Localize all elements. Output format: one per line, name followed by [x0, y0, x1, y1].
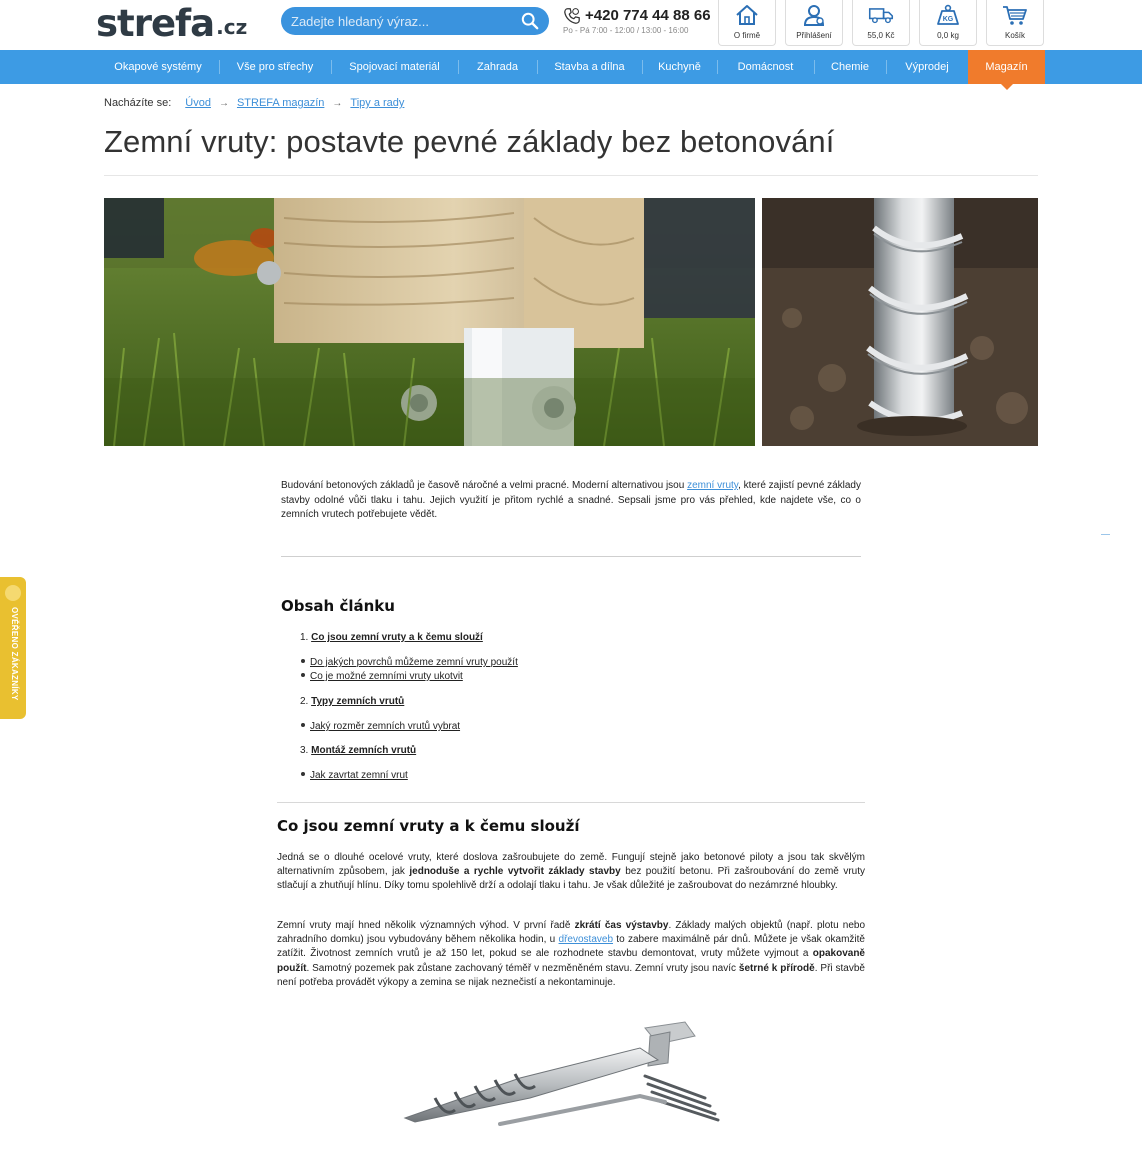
toc-link-size[interactable]: Jaký rozměr zemních vrutů vybrat	[310, 721, 461, 732]
site-header	[0, 0, 1142, 50]
paragraph-emphasis: jednoduše a rychle vytvořit základy stavby	[409, 866, 621, 878]
weight-icon	[935, 4, 961, 26]
link-drevostavby[interactable]: dřevostaveb	[558, 934, 614, 946]
paragraph-emphasis: šetrné k přírodě	[738, 962, 815, 974]
intro-divider	[281, 556, 861, 557]
paragraph-emphasis: opakovaně použít	[277, 948, 865, 974]
breadcrumb-separator-icon: →	[218, 97, 229, 109]
toc-entry	[301, 657, 518, 668]
toc-link-section-2[interactable]: Typy zemních vrutů	[311, 696, 405, 707]
tool-label: 0,0 kg	[937, 31, 959, 40]
toc-link-section-3[interactable]: Montáž zemních vrutů	[311, 745, 417, 756]
hero-image-ground-screw	[762, 198, 1038, 446]
logo-wordmark: strefa	[96, 2, 215, 45]
breadcrumb-link-home[interactable]: Úvod	[185, 97, 211, 109]
toc-entry	[301, 770, 408, 781]
strefa-logo[interactable]	[96, 4, 247, 44]
breadcrumb	[104, 97, 404, 109]
toc-entry	[300, 745, 416, 756]
weight-button[interactable]	[919, 0, 977, 46]
paragraph-text: Zemní vruty mají hned několik významných výhod. V první řadě	[277, 920, 575, 931]
ground-screw-product-image	[400, 1018, 730, 1130]
phone-hours: Po - Pá 7:00 - 12:00 / 13:00 - 16:00	[563, 26, 689, 35]
tool-label: O firmě	[733, 31, 761, 40]
search-input[interactable]	[291, 14, 501, 29]
breadcrumb-separator-icon: →	[332, 97, 343, 109]
paragraph-text: . Při stavbě není potřeba provádět výkopy a zemina se nijak neznečistí a nekontaminuje.	[277, 962, 865, 988]
section-title: Co jsou zemní vruty a k čemu slouží	[277, 817, 580, 835]
bullet-icon	[301, 673, 305, 677]
toc-entry	[300, 696, 404, 707]
nav-item-stavba-a-dilna[interactable]: Stavba a dílna	[537, 50, 642, 84]
logo-tld: .cz	[216, 15, 248, 39]
delivery-button[interactable]	[852, 0, 910, 46]
bullet-icon	[301, 772, 305, 776]
article-intro	[281, 479, 861, 523]
nav-item-vse-pro-strechy[interactable]: Vše pro střechy	[219, 50, 331, 84]
section-paragraph-1	[277, 851, 865, 894]
tool-label: 55,0 Kč	[867, 31, 895, 40]
toc-entry	[301, 671, 463, 682]
nav-items	[97, 50, 1045, 84]
hero-image-wooden-frame-on-screw	[104, 198, 755, 446]
toc-entry	[301, 721, 460, 732]
toc-number: 1.	[300, 632, 309, 643]
verified-customers-badge[interactable]	[0, 577, 26, 719]
phone-number[interactable]: +420 774 44 88 66	[585, 7, 711, 24]
toc-entry	[300, 632, 483, 643]
nav-item-okapove-systemy[interactable]: Okapové systémy	[114, 61, 202, 73]
breadcrumb-link-tips[interactable]: Tipy a rady	[350, 97, 405, 109]
side-badge-label: OVĚŘENO ZÁKAZNÍKY	[10, 607, 19, 701]
home-icon	[734, 4, 760, 26]
section-paragraph-2	[277, 919, 865, 990]
search-bar	[281, 7, 549, 35]
intro-text: , které zajistí pevné základy stavby odolné vůči tlaku i tahu. Jejich využití je přitom rychlé a snadné. Sepsali jsme pro vás přehled, kde najdete vše, co o zemních vrutech potřebujete vědět.	[281, 480, 861, 520]
toc-number: 3.	[300, 745, 309, 756]
paragraph-emphasis: zkrátí čas výstavby	[574, 920, 669, 931]
toc-link-section-1[interactable]: Co jsou zemní vruty a k čemu slouží	[311, 632, 483, 643]
paragraph-text: to zabere maximálně pár dnů. Můžete je však okamžitě zatížit. Životnost zemních vrutů je až 150 let, pokud se ale rozhodnete stavbu demontovat, vruty můžete vyjmout a	[277, 934, 865, 960]
user-icon	[801, 4, 827, 26]
verified-check-icon	[5, 585, 21, 601]
bullet-icon	[301, 659, 305, 663]
header-tools	[718, 0, 1053, 46]
toc-link-surfaces[interactable]: Do jakých povrchů můžeme zemní vruty použít	[310, 657, 518, 668]
login-button[interactable]	[785, 0, 843, 46]
bullet-icon	[301, 723, 305, 727]
phone-icon	[563, 7, 581, 25]
breadcrumb-prefix: Nacházíte se:	[104, 97, 172, 109]
intro-text: Budování betonových základů je časově náročné a velmi pracné. Moderní alternativou jsou	[281, 480, 688, 491]
page-title: Zemní vruty: postavte pevné základy bez betonování	[104, 124, 835, 159]
delivery-truck-icon	[868, 4, 894, 26]
toc-title: Obsah článku	[281, 597, 395, 615]
tool-label: Přihlášení	[796, 31, 832, 40]
title-divider	[104, 175, 1038, 176]
paragraph-text: bez použití betonu. Při zašroubování do země vruty stlačují a zhutňují hlínu. Díky tomu spolehlivě drží a odolají tlaku i tahu. Je však důležité je zašroubovat do nezámrzné hloubky.	[277, 866, 865, 892]
nav-item-spojovaci-material[interactable]: Spojovací materiál	[331, 50, 458, 84]
toc-link-install[interactable]: Jak zavrtat zemní vrut	[310, 770, 408, 781]
tool-label: Košík	[1004, 31, 1025, 40]
toc-number: 2.	[300, 696, 309, 707]
nav-item-kuchyne[interactable]: Kuchyně	[642, 50, 717, 84]
svg-text:KG: KG	[942, 16, 954, 23]
nav-item-magazin-label: Magazín	[985, 61, 1028, 73]
section-divider	[277, 802, 865, 803]
nav-item-chemie[interactable]: Chemie	[814, 50, 886, 84]
paragraph-text: . Samotný pozemek pak zůstane zachovaný téměř v nezměněném stavu. Zemní vruty jsou navíc	[306, 962, 739, 974]
cart-button[interactable]	[986, 0, 1044, 46]
nav-item-magazin[interactable]	[968, 50, 1045, 84]
paragraph-text: Jedná se o dlouhé ocelové vruty, které doslova zašroubujete do země. Fungují stejně jako betonové piloty a jsou tak skvělým alternativním způsobem, jak	[277, 852, 865, 878]
intro-link-zemni-vruty[interactable]: zemní vruty	[687, 480, 739, 491]
main-navigation	[0, 50, 1142, 84]
about-company-button[interactable]	[718, 0, 776, 46]
nav-item-vyprodej[interactable]: Výprodej	[886, 50, 968, 84]
scroll-marker	[1101, 534, 1110, 535]
nav-item-domacnost[interactable]: Domácnost	[717, 50, 814, 84]
active-caret-icon	[1001, 84, 1013, 90]
nav-item-zahrada[interactable]: Zahrada	[458, 50, 537, 84]
toc-link-anchoring[interactable]: Co je možné zemními vruty ukotvit	[310, 671, 463, 682]
cart-icon	[1002, 4, 1028, 26]
paragraph-text: . Základy malých objektů (např. plotu nebo zahradního domku) jsou vybudovány během několika hodin, u	[277, 920, 866, 946]
breadcrumb-link-magazine[interactable]: STREFA magazín	[236, 97, 325, 109]
search-icon[interactable]	[521, 12, 539, 30]
